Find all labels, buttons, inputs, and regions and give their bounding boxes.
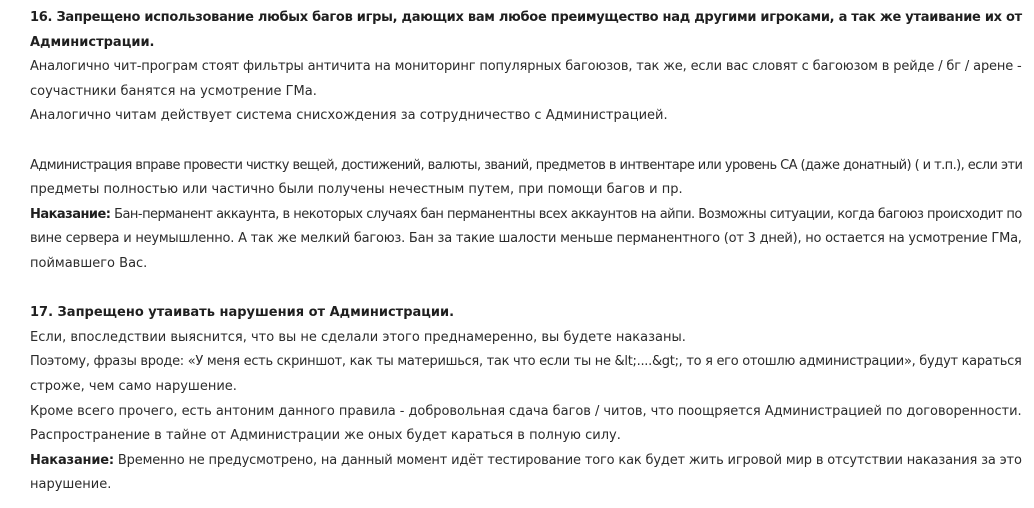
rule-16-penalty-cont: вине сервера и неумышленно. А так же мелкий багоюз. Бан за такие шалости меньше перманентного (от 3 дней), но остается на усмотрение ГМа, [30,231,1022,247]
rule-16-penalty-cont-2: поймавшего Вас. [30,255,148,271]
rule-16-paragraph-1: Аналогично чит-програм стоят фильтры античита на мониторинг популярных багоюзов, так же, если вас словят с багоюзом в рейде / бг / арене - [30,59,1022,75]
penalty-label: Наказание: [30,206,111,222]
rule-16-penalty [30,203,1022,228]
penalty-text: Временно не предусмотрено, на данный момент идёт тестирование того как будет жить игровой мир в отсутствии наказания за это [113,452,1022,468]
rule-17-penalty [30,449,1022,474]
rule-17-paragraph-2: Поэтому, фразы вроде: «У меня есть скриншот, как ты материшься, так что если ты не &lt;....&gt;, то я его отошлю администрации», будут караться [30,354,1022,370]
spacer [30,277,1014,302]
rule-16-heading-cont: Администрации. [30,34,155,50]
rule-17-paragraph-1: Если, впоследствии выяснится, что вы не сделали этого преднамеренно, вы будете наказаны. [30,329,686,345]
rule-17-paragraph-3: Кроме всего прочего, есть антоним данного правила - добровольная сдача багов / читов, что поощряется Администрацией по договоренности. [30,403,1022,419]
rule-17 [30,301,1022,498]
rule-16 [30,6,1023,277]
rule-17-penalty-cont: нарушение. [30,477,112,493]
rule-17-heading: 17. Запрещено утаивать нарушения от Администрации. [30,305,455,321]
spacer [30,129,1014,154]
rule-16-paragraph-3: Администрация вправе провести чистку вещей, достижений, валюты, званий, предметов в интвентаре или уровень СА (даже донатный) ( и т.п.), если эти [30,157,1023,173]
rule-16-paragraph-1-cont: соучастники банятся на усмотрение ГМа. [30,83,317,99]
penalty-text: Бан-перманент аккаунта, в некоторых случаях бан перманентны всех аккаунтов на айпи. Возможны ситуации, когда багоюз происходит по [110,206,1022,222]
penalty-label: Наказание: [30,452,114,468]
rule-17-paragraph-2-cont: строже, чем само нарушение. [30,378,237,394]
rule-16-heading: 16. Запрещено использование любых багов игры, дающих вам любое преимущество над другими игроками, а так же утаивание их от [30,10,1022,25]
rule-16-paragraph-3-cont: предметы полностью или частично были получены нечестным путем, при помощи багов и пр. [30,182,683,198]
rule-17-paragraph-4: Распространение в тайне от Администрации же оных будет караться в полную силу. [30,428,621,444]
rule-16-paragraph-2: Аналогично читам действует система снисхождения за сотрудничество с Администрацией. [30,108,668,124]
